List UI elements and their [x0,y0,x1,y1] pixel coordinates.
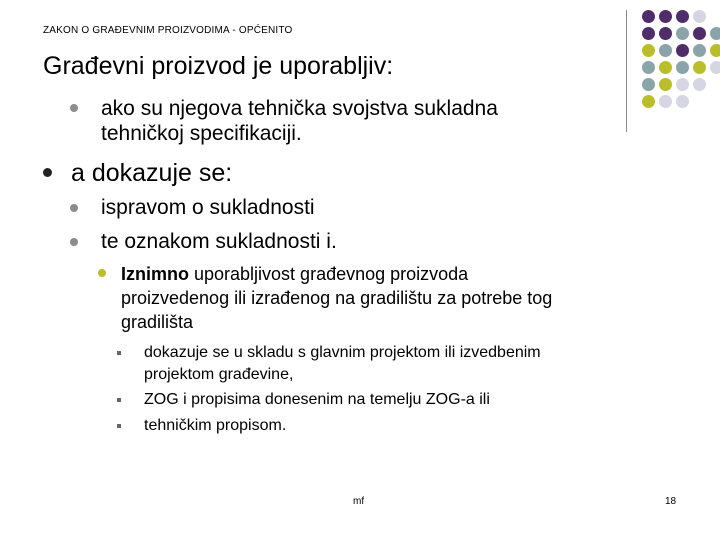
decor-dot [710,27,720,40]
decor-dot [642,44,655,57]
decorative-dot-grid [637,10,719,120]
decor-dot [642,95,655,108]
decor-dot [659,61,672,74]
decor-dot [693,10,706,23]
square-bullet-icon [117,424,121,428]
bullet-text: Iznimno uporabljivost građevnog proizvoda proizvedenog ili izrađenog na gradilištu za potrebe tog gradilišta [121,264,553,332]
bullet-text: ispravom o sukladnosti [101,196,315,219]
decor-dot [676,78,689,91]
decor-dot [676,61,689,74]
slide-header: ZAKON O GRAĐEVNIM PROIZVODIMA - OPĆENITO [43,25,293,36]
bold-keyword: Iznimno [121,264,189,284]
bullet-dot-icon [43,168,52,177]
bullet-text: te oznakom sukladnosti i. [101,230,337,253]
decor-dot [676,44,689,57]
decor-dot [659,10,672,23]
bullet-text: tehničkim propisom. [144,417,287,434]
decor-dot [642,27,655,40]
bullet-dot-icon [98,269,106,277]
decor-dot [676,10,689,23]
decor-dot [659,27,672,40]
bullet-dot-icon [70,104,78,112]
decor-dot [693,44,706,57]
footer-author: mf [353,496,365,507]
page-number: 18 [665,496,677,507]
decor-dot [710,61,720,74]
decor-dot [659,95,672,108]
bullet-text: dokazuje se u skladu s glavnim projektom ili izvedbenim projektom građevine, [144,344,541,383]
decor-dot [642,61,655,74]
bullet-text: ZOG i propisima donesenim na temelju ZOG-a ili [144,391,490,408]
decor-dot [710,44,720,57]
square-bullet-icon [117,398,121,402]
decor-dot [676,27,689,40]
decor-dot [693,78,706,91]
slide-title: Građevni proizvod je uporabljiv: [43,52,394,80]
bullet-dot-icon [70,204,78,212]
decor-dot [659,78,672,91]
bullet-text: ako su njegova tehnička svojstva sukladna tehničkoj specifikaciji. [101,97,498,145]
divider-line [626,10,627,132]
decor-dot [659,44,672,57]
decor-dot [642,78,655,91]
decor-dot [642,10,655,23]
decor-dot [693,27,706,40]
decor-dot [676,95,689,108]
square-bullet-icon [117,351,121,355]
bullet-text: a dokazuje se: [71,159,233,187]
bullet-dot-icon [70,238,78,246]
decor-dot [693,61,706,74]
